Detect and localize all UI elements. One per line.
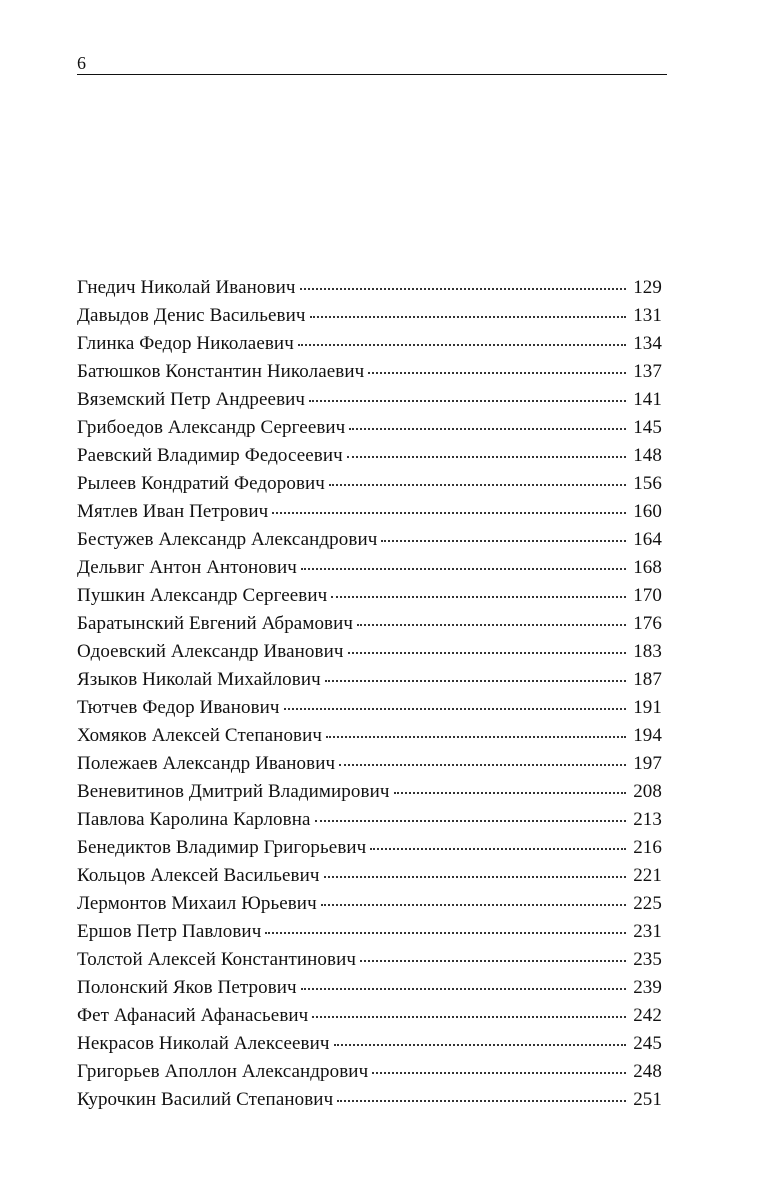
toc-entry-page: 245 xyxy=(633,1033,662,1054)
toc-entry xyxy=(77,470,662,498)
toc-entry xyxy=(77,414,662,442)
dot-leader xyxy=(339,763,626,766)
toc-entry-page: 216 xyxy=(633,837,662,858)
toc-entry xyxy=(77,750,662,778)
toc-entry-name: Батюшков Константин Николаевич xyxy=(77,361,365,382)
toc-entry-name: Фет Афанасий Афанасьевич xyxy=(77,1005,309,1026)
toc-entry xyxy=(77,358,662,386)
dot-leader xyxy=(321,903,626,906)
dot-leader xyxy=(325,679,626,682)
toc-entry-page: 137 xyxy=(633,361,662,382)
dot-leader xyxy=(348,651,626,654)
toc-entry-page: 148 xyxy=(633,445,662,466)
toc-entry-name: Лермонтов Михаил Юрьевич xyxy=(77,893,317,914)
toc-entry-name: Полонский Яков Петрович xyxy=(77,977,297,998)
dot-leader xyxy=(349,427,626,430)
toc-entry xyxy=(77,974,662,1002)
dot-leader xyxy=(310,315,626,318)
dot-leader xyxy=(324,875,626,878)
toc-entry-name: Хомяков Алексей Степанович xyxy=(77,725,323,746)
toc-entry xyxy=(77,834,662,862)
toc-entry xyxy=(77,638,662,666)
toc-entry xyxy=(77,1086,662,1114)
dot-leader xyxy=(381,539,626,542)
dot-leader xyxy=(284,707,626,710)
dot-leader xyxy=(347,455,626,458)
toc-entry-page: 194 xyxy=(633,725,662,746)
dot-leader xyxy=(331,595,626,598)
toc-entry-page: 170 xyxy=(633,585,662,606)
toc-entry xyxy=(77,1030,662,1058)
toc-entry-name: Веневитинов Дмитрий Владимирович xyxy=(77,781,390,802)
toc-entry-name: Давыдов Денис Васильевич xyxy=(77,305,306,326)
toc-entry-name: Пушкин Александр Сергеевич xyxy=(77,585,328,606)
toc-entry-name: Гнедич Николай Иванович xyxy=(77,277,296,298)
dot-leader xyxy=(298,343,626,346)
toc-entry xyxy=(77,722,662,750)
dot-leader xyxy=(370,847,626,850)
toc-entry-page: 231 xyxy=(633,921,662,942)
dot-leader xyxy=(394,791,627,794)
toc-entry xyxy=(77,778,662,806)
toc-entry-page: 225 xyxy=(633,893,662,914)
toc-entry xyxy=(77,498,662,526)
dot-leader xyxy=(301,987,626,990)
dot-leader xyxy=(334,1043,626,1046)
toc-entry-page: 129 xyxy=(633,277,662,298)
toc-entry xyxy=(77,890,662,918)
toc-entry-page: 156 xyxy=(633,473,662,494)
toc-entry-name: Баратынский Евгений Абрамович xyxy=(77,613,354,634)
dot-leader xyxy=(272,511,626,514)
toc-entry-name: Одоевский Александр Иванович xyxy=(77,641,344,662)
toc-entry xyxy=(77,554,662,582)
toc-entry-name: Полежаев Александр Иванович xyxy=(77,753,336,774)
page-number: 6 xyxy=(77,53,86,73)
toc-entry-name: Грибоедов Александр Сергеевич xyxy=(77,417,346,438)
dot-leader xyxy=(337,1099,626,1102)
toc-entry xyxy=(77,302,662,330)
toc-entry-page: 176 xyxy=(633,613,662,634)
toc-entry-name: Языков Николай Михайлович xyxy=(77,669,321,690)
toc-entry xyxy=(77,694,662,722)
page-header xyxy=(77,50,667,75)
dot-leader xyxy=(301,567,626,570)
toc-entry-page: 131 xyxy=(633,305,662,326)
toc-entry-page: 235 xyxy=(633,949,662,970)
table-of-contents xyxy=(77,274,662,1114)
toc-entry-page: 239 xyxy=(633,977,662,998)
dot-leader xyxy=(357,623,626,626)
toc-entry-name: Толстой Алексей Константинович xyxy=(77,949,357,970)
toc-entry-page: 160 xyxy=(633,501,662,522)
toc-entry xyxy=(77,806,662,834)
toc-entry xyxy=(77,1002,662,1030)
toc-entry-name: Григорьев Аполлон Александрович xyxy=(77,1061,369,1082)
toc-entry-name: Кольцов Алексей Васильевич xyxy=(77,865,320,886)
dot-leader xyxy=(326,735,626,738)
dot-leader xyxy=(300,287,626,290)
toc-entry-page: 213 xyxy=(633,809,662,830)
toc-entry-name: Мятлев Иван Петрович xyxy=(77,501,269,522)
dot-leader xyxy=(368,371,626,374)
dot-leader xyxy=(265,931,626,934)
toc-entry-name: Некрасов Николай Алексеевич xyxy=(77,1033,330,1054)
toc-entry-name: Бестужев Александр Александрович xyxy=(77,529,378,550)
toc-entry-page: 164 xyxy=(633,529,662,550)
toc-entry-page: 242 xyxy=(633,1005,662,1026)
toc-entry-page: 197 xyxy=(633,753,662,774)
dot-leader xyxy=(309,399,626,402)
toc-entry xyxy=(77,862,662,890)
toc-entry xyxy=(77,946,662,974)
toc-entry-page: 134 xyxy=(633,333,662,354)
toc-entry xyxy=(77,442,662,470)
toc-entry-name: Бенедиктов Владимир Григорьевич xyxy=(77,837,367,858)
toc-entry-name: Рылеев Кондратий Федорович xyxy=(77,473,325,494)
toc-entry-name: Тютчев Федор Иванович xyxy=(77,697,280,718)
toc-entry-name: Раевский Владимир Федосеевич xyxy=(77,445,343,466)
toc-entry-page: 183 xyxy=(633,641,662,662)
dot-leader xyxy=(315,819,626,822)
toc-entry-name: Курочкин Василий Степанович xyxy=(77,1089,334,1110)
toc-entry xyxy=(77,918,662,946)
dot-leader xyxy=(312,1015,626,1018)
toc-entry-page: 191 xyxy=(633,697,662,718)
toc-entry-page: 168 xyxy=(633,557,662,578)
toc-entry-name: Вяземский Петр Андреевич xyxy=(77,389,306,410)
toc-entry xyxy=(77,330,662,358)
toc-entry-page: 221 xyxy=(633,865,662,886)
toc-entry-name: Глинка Федор Николаевич xyxy=(77,333,294,354)
toc-entry-name: Дельвиг Антон Антонович xyxy=(77,557,297,578)
toc-entry-page: 187 xyxy=(633,669,662,690)
toc-entry-page: 248 xyxy=(633,1061,662,1082)
toc-entry xyxy=(77,526,662,554)
dot-leader xyxy=(360,959,626,962)
toc-entry xyxy=(77,666,662,694)
toc-entry-page: 208 xyxy=(633,781,662,802)
toc-entry-name: Ершов Петр Павлович xyxy=(77,921,262,942)
dot-leader xyxy=(372,1071,626,1074)
toc-entry xyxy=(77,1058,662,1086)
toc-entry xyxy=(77,386,662,414)
toc-entry-page: 145 xyxy=(633,417,662,438)
toc-entry xyxy=(77,610,662,638)
toc-entry xyxy=(77,274,662,302)
toc-entry-name: Павлова Каролина Карловна xyxy=(77,809,311,830)
toc-entry-page: 141 xyxy=(633,389,662,410)
dot-leader xyxy=(329,483,626,486)
toc-entry-page: 251 xyxy=(633,1089,662,1110)
toc-entry xyxy=(77,582,662,610)
